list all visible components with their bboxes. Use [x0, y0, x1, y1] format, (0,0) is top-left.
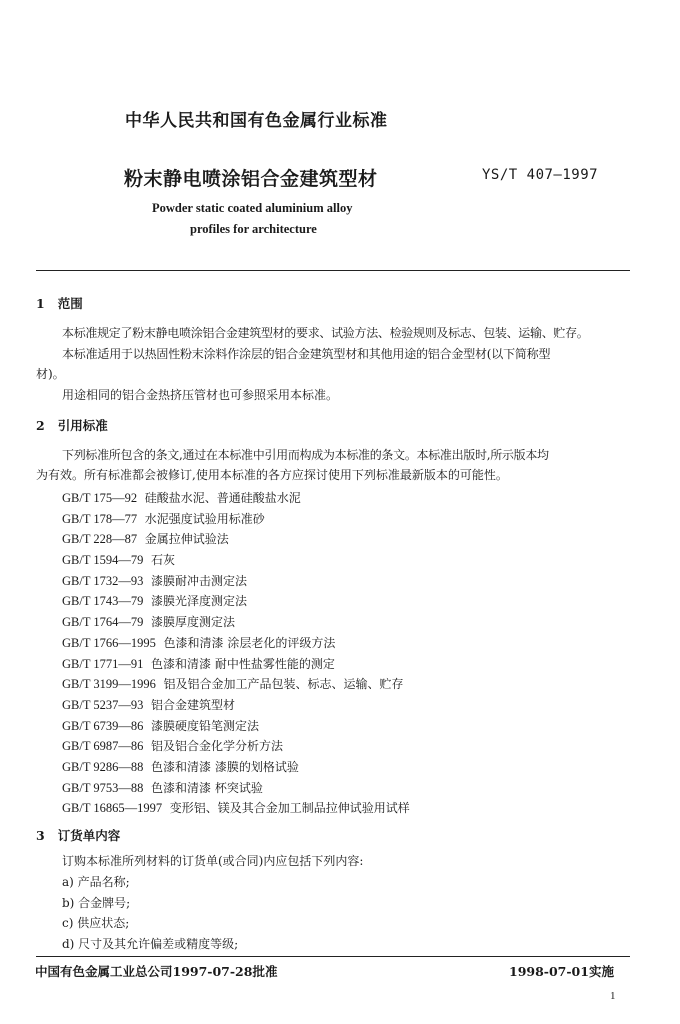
order-item: b) 合金牌号;: [62, 896, 131, 910]
section-number: 2: [36, 418, 45, 433]
section-2-intro-line1: 下列标准所包含的条文,通过在本标准中引用而构成为本标准的条文。本标准出版时,所示版本均: [62, 448, 549, 462]
reference-code: GB/T 1594—79: [62, 553, 144, 567]
section-number: 3: [36, 828, 45, 843]
reference-item: [62, 530, 229, 547]
reference-item: [62, 717, 259, 734]
order-item: d) 尺寸及其允许偏差或精度等级;: [62, 937, 239, 951]
reference-title: 色漆和清漆 耐中性盐雾性能的测定: [151, 657, 335, 671]
reference-title: 色漆和清漆 漆膜的划格试验: [151, 760, 299, 774]
document-title-cn: 粉末静电喷涂铝合金建筑型材: [124, 168, 378, 190]
reference-code: GB/T 6739—86: [62, 719, 144, 733]
reference-code: GB/T 228—87: [62, 532, 138, 546]
industry-standard-heading: 中华人民共和国有色金属行业标准: [125, 111, 388, 131]
order-item: c) 供应状态;: [62, 916, 130, 930]
reference-title: 变形铝、镁及其合金加工制品拉伸试验用试样: [169, 801, 410, 815]
order-item: a) 产品名称;: [62, 875, 130, 889]
section-3-intro: 订购本标准所列材料的订货单(或合同)内应包括下列内容:: [62, 854, 364, 868]
reference-title: 铝合金建筑型材: [151, 698, 236, 712]
reference-item: [62, 737, 283, 754]
reference-item: [62, 779, 263, 796]
reference-code: GB/T 1766—1995: [62, 636, 156, 650]
reference-title: 漆膜硬度铅笔测定法: [151, 719, 260, 733]
reference-title: 漆膜耐冲击测定法: [151, 574, 248, 588]
reference-code: GB/T 1771—91: [62, 657, 144, 671]
reference-item: [62, 572, 247, 589]
section-2-intro-line2: 为有效。所有标准都会被修订,使用本标准的各方应探讨使用下列标准最新版本的可能性。: [36, 468, 508, 482]
section-title: 订货单内容: [57, 828, 121, 843]
reference-item: [62, 551, 175, 568]
reference-title: 铝及铝合金加工产品包装、标志、运输、贮存: [163, 677, 404, 691]
section-1-paragraph-2-line1: 本标准适用于以热固性粉末涂料作涂层的铝合金建筑型材和其他用途的铝合金型材(以下简称型: [62, 347, 551, 361]
section-number: 1: [36, 296, 45, 311]
section-3-heading: [36, 826, 120, 844]
reference-item: [62, 799, 410, 816]
reference-title: 色漆和清漆 涂层老化的评级方法: [163, 636, 336, 650]
effective-date: 1998-07-01实施: [509, 964, 614, 979]
document-title-en-line1: Powder static coated aluminium alloy: [152, 201, 353, 215]
reference-code: GB/T 1743—79: [62, 594, 144, 608]
reference-item: [62, 634, 335, 651]
reference-item: [62, 655, 335, 672]
reference-title: 色漆和清漆 杯突试验: [151, 781, 263, 795]
reference-item: [62, 696, 235, 713]
reference-title: 漆膜厚度测定法: [151, 615, 236, 629]
reference-title: 金属拉伸试验法: [144, 532, 229, 546]
reference-code: GB/T 175—92: [62, 491, 138, 505]
reference-title: 铝及铝合金化学分析方法: [151, 739, 284, 753]
approval-line: 中国有色金属工业总公司1997-07-28批准: [35, 964, 278, 979]
reference-code: GB/T 16865—1997: [62, 801, 163, 815]
reference-code: GB/T 1732—93: [62, 574, 144, 588]
reference-code: GB/T 9286—88: [62, 760, 144, 774]
reference-item: [62, 675, 404, 692]
section-title: 范围: [57, 296, 83, 311]
reference-item: [62, 613, 235, 630]
document-title-en-line2: profiles for architecture: [190, 222, 317, 236]
reference-code: GB/T 6987—86: [62, 739, 144, 753]
reference-title: 漆膜光泽度测定法: [151, 594, 248, 608]
reference-title: 硅酸盐水泥、普通硅酸盐水泥: [144, 491, 301, 505]
reference-item: [62, 758, 299, 775]
reference-title: 水泥强度试验用标准砂: [144, 512, 265, 526]
reference-code: GB/T 3199—1996: [62, 677, 156, 691]
reference-code: GB/T 9753—88: [62, 781, 144, 795]
section-1-paragraph-1: 本标准规定了粉末静电喷涂铝合金建筑型材的要求、试验方法、检验规则及标志、包装、运输、贮存。: [62, 326, 589, 340]
section-1-paragraph-2-line2: 材)。: [36, 367, 65, 381]
reference-code: GB/T 178—77: [62, 512, 138, 526]
reference-code: GB/T 5237—93: [62, 698, 144, 712]
reference-item: [62, 489, 301, 506]
reference-code: GB/T 1764—79: [62, 615, 144, 629]
footer-divider: [36, 956, 630, 957]
reference-item: [62, 510, 265, 527]
standard-number: YS/T 407—1997: [482, 167, 599, 183]
section-title: 引用标准: [57, 418, 108, 433]
section-1-paragraph-3: 用途相同的铝合金热挤压管材也可参照采用本标准。: [62, 388, 339, 402]
page-number: 1: [610, 990, 616, 1002]
reference-title: 石灰: [151, 553, 176, 567]
section-2-heading: [36, 416, 108, 434]
header-divider: [36, 270, 630, 271]
reference-item: [62, 592, 247, 609]
section-1-heading: [36, 294, 83, 312]
